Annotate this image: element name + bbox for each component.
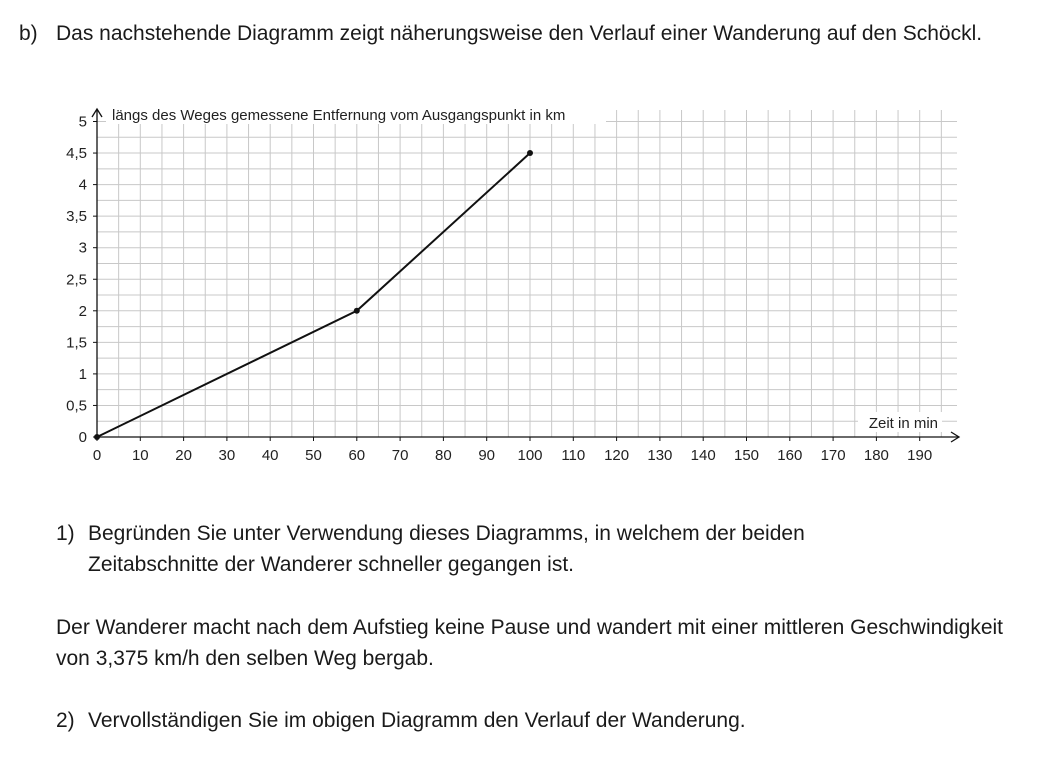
y-tick-label: 2: [78, 302, 87, 320]
context-paragraph: Der Wanderer macht nach dem Aufstieg keine Pause und wandert mit einer mittleren Geschwindigkeit von 3,375 km/h den selben Weg bergab.: [56, 616, 1004, 670]
y-tick-label: 1: [78, 365, 87, 383]
x-tick-label: 150: [733, 447, 760, 464]
x-tick-label: 40: [261, 447, 279, 464]
y-tick-label: 2,5: [66, 271, 87, 289]
x-tick-label: 100: [517, 447, 543, 464]
x-tick-label: 50: [305, 447, 322, 464]
x-tick-label: 190: [907, 447, 933, 464]
y-tick-label: 3,5: [66, 208, 87, 226]
question-1-number: 1): [56, 522, 75, 545]
x-axis-label: Zeit in min: [868, 415, 938, 432]
x-tick-label: 160: [777, 447, 803, 464]
x-tick-label: 130: [647, 447, 673, 464]
y-axis-label: längs des Weges gemessene Entfernung vom Ausgangspunkt in km: [112, 107, 566, 124]
x-tick-label: 30: [218, 447, 236, 464]
x-tick-labels: [93, 437, 932, 464]
y-tick-labels: [66, 114, 97, 447]
data-point: [94, 434, 100, 440]
x-tick-label: 0: [92, 447, 102, 464]
question-2-number: 2): [56, 709, 75, 732]
x-tick-label: 170: [820, 447, 846, 464]
y-tick-label: 4: [78, 176, 87, 194]
question-1-text: Begründen Sie unter Verwendung dieses Diagramms, in welchem der beiden Zeitabschnitte der Wanderer schneller gegangen ist.: [88, 522, 805, 576]
x-tick-label: 140: [690, 447, 716, 464]
task-label: b): [19, 22, 38, 45]
x-tick-label: 120: [604, 447, 630, 464]
task-intro: Das nachstehende Diagramm zeigt näherungsweise den Verlauf einer Wanderung auf den Schöckl.: [56, 22, 983, 45]
x-tick-label: 70: [391, 447, 409, 464]
x-tick-label: 10: [131, 447, 149, 464]
x-tick-label: 20: [175, 447, 192, 464]
data-point: [527, 150, 533, 156]
data-point: [354, 308, 360, 314]
x-tick-label: 80: [435, 447, 452, 464]
chart-axes: [92, 109, 959, 442]
chart-grid: [97, 110, 957, 437]
y-tick-label: 0,5: [66, 397, 87, 415]
x-tick-label: 110: [561, 447, 586, 464]
y-tick-label: 5: [78, 113, 87, 131]
x-tick-label: 90: [478, 447, 496, 464]
y-tick-label: 0: [78, 429, 87, 446]
y-tick-label: 1,5: [66, 334, 87, 352]
x-tick-label: 60: [348, 447, 366, 464]
x-tick-label: 180: [863, 447, 889, 464]
question-2-text: Vervollständigen Sie im obigen Diagramm den Verlauf der Wanderung.: [88, 709, 746, 732]
y-tick-label: 4,5: [66, 145, 87, 163]
y-tick-label: 3: [78, 239, 87, 257]
